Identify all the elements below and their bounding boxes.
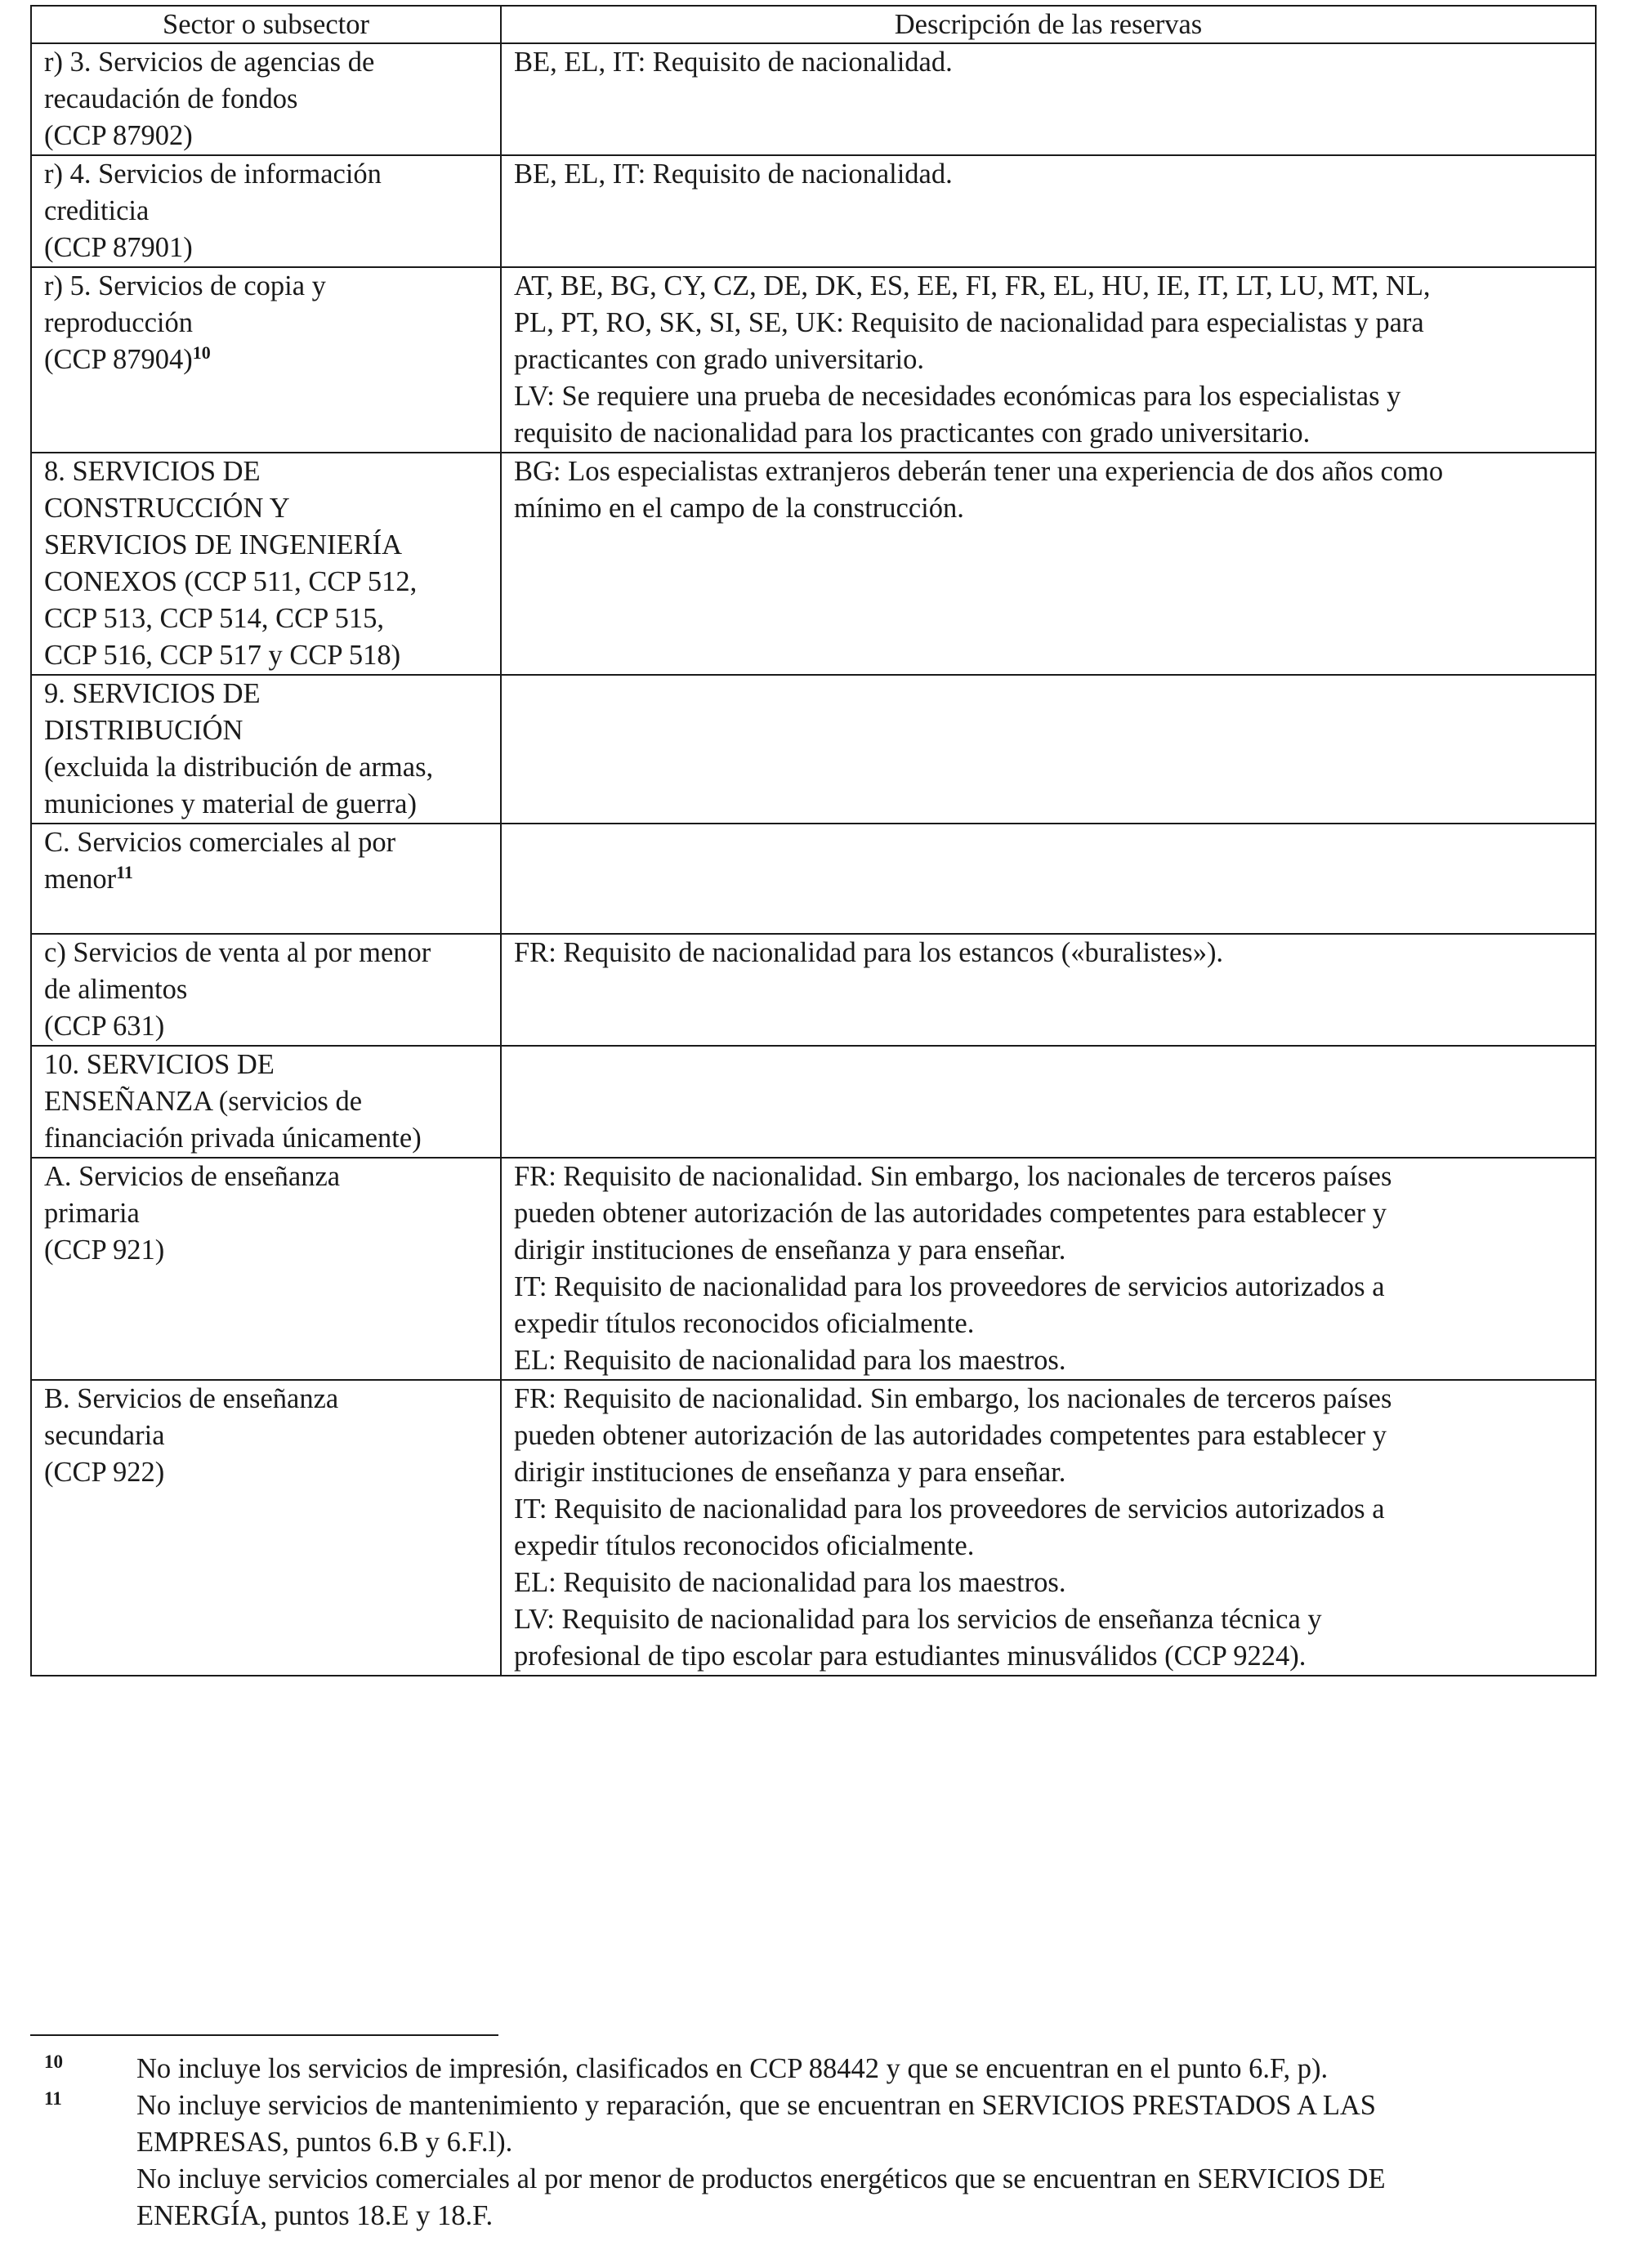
- descripcion-cell: [501, 1046, 1596, 1158]
- sector-text: 9. SERVICIOS DE DISTRIBUCIÓN (excluida la distribución de armas, municiones y material de guerra): [44, 678, 434, 819]
- sector-text: r) 5. Servicios de copia y reproducción (CCP 87904): [44, 270, 326, 375]
- footnote-separator: [30, 2034, 498, 2036]
- table-row: [31, 43, 1596, 155]
- sector-text: 8. SERVICIOS DE CONSTRUCCIÓN Y SERVICIOS DE INGENIERÍA CONEXOS (CCP 511, CCP 512, CCP 513, CCP 514, CCP 515, CCP 516, CCP 517 y CCP 518): [44, 456, 418, 671]
- table-header-row: [31, 6, 1596, 43]
- table-row: [31, 1046, 1596, 1158]
- sector-cell: [31, 43, 501, 155]
- sector-cell: [31, 824, 501, 934]
- descripcion-cell: FR: Requisito de nacionalidad. Sin embargo, los nacionales de terceros países pueden obtener autorización de las autoridades competentes para establecer y dirigir instituciones de enseñanza y para enseñar. IT: Requisito de nacionalidad para los proveedores de servicios autorizados a expedir títulos reconocidos oficialmente. EL: Requisito de nacionalidad para los maestros. LV: Requisito de nacionalidad para los servicios de enseñanza técnica y profesional de tipo escolar para estudiantes minusválidos (CCP 9224).: [501, 1380, 1596, 1676]
- footnote-number: 10: [44, 2051, 63, 2072]
- table-row: [31, 453, 1596, 675]
- sector-text: B. Servicios de enseñanza secundaria (CCP 922): [44, 1383, 339, 1488]
- table-row: [31, 155, 1596, 267]
- reservations-table: [30, 5, 1597, 1676]
- sector-cell: [31, 1046, 501, 1158]
- sector-cell: [31, 1380, 501, 1676]
- descripcion-cell: [501, 675, 1596, 824]
- table-row: [31, 675, 1596, 824]
- descripcion-cell: FR: Requisito de nacionalidad para los estancos («buralistes»).: [501, 934, 1596, 1046]
- sector-cell: [31, 675, 501, 824]
- footnote-ref: 11: [116, 862, 133, 882]
- descripcion-cell: [501, 824, 1596, 934]
- descripcion-cell: BE, EL, IT: Requisito de nacionalidad.: [501, 43, 1596, 155]
- sector-cell: [31, 453, 501, 675]
- table-row: [31, 1380, 1596, 1676]
- sector-text: A. Servicios de enseñanza primaria (CCP 921): [44, 1161, 341, 1266]
- table-row: [31, 824, 1596, 934]
- footnote-11: [30, 2087, 1595, 2235]
- header-descripcion: Descripción de las reservas: [501, 6, 1596, 43]
- footnote-number: 11: [44, 2088, 62, 2109]
- footnote-text: No incluye los servicios de impresión, clasificados en CCP 88442 y que se encuentran en el punto 6.F, p).: [136, 2053, 1329, 2084]
- footnote-ref: 10: [192, 342, 211, 363]
- descripcion-cell: AT, BE, BG, CY, CZ, DE, DK, ES, EE, FI, FR, EL, HU, IE, IT, LT, LU, MT, NL, PL, PT, RO, SK, SI, SE, UK: Requisito de nacionalidad para especialistas y para practicantes con grado universitario. LV: Se requiere una prueba de necesidades económicas para los especialistas y requisito de nacionalidad para los practicantes con grado universitario.: [501, 267, 1596, 453]
- footnote-10: [30, 2051, 1595, 2087]
- table-row: [31, 267, 1596, 453]
- sector-cell: [31, 155, 501, 267]
- descripcion-cell: BG: Los especialistas extranjeros deberán tener una experiencia de dos años como mínimo en el campo de la construcción.: [501, 453, 1596, 675]
- footnote-text: No incluye servicios de mantenimiento y reparación, que se encuentran en SERVICIOS PRESTADOS A LAS EMPRESAS, puntos 6.B y 6.F.l). No incluye servicios comerciales al por menor de productos energéticos que se encuentran en SERVICIOS DE ENERGÍA, puntos 18.E y 18.F.: [136, 2090, 1386, 2231]
- footnotes: [30, 2051, 1595, 2235]
- table-row: [31, 934, 1596, 1046]
- descripcion-cell: BE, EL, IT: Requisito de nacionalidad.: [501, 155, 1596, 267]
- sector-text: 10. SERVICIOS DE ENSEÑANZA (servicios de financiación privada únicamente): [44, 1049, 422, 1154]
- descripcion-cell: FR: Requisito de nacionalidad. Sin embargo, los nacionales de terceros países pueden obtener autorización de las autoridades competentes para establecer y dirigir instituciones de enseñanza y para enseñar. IT: Requisito de nacionalidad para los proveedores de servicios autorizados a expedir títulos reconocidos oficialmente. EL: Requisito de nacionalidad para los maestros.: [501, 1158, 1596, 1380]
- table-row: [31, 1158, 1596, 1380]
- sector-text: C. Servicios comerciales al por menor: [44, 827, 396, 895]
- sector-cell: [31, 1158, 501, 1380]
- sector-cell: [31, 267, 501, 453]
- sector-text: c) Servicios de venta al por menor de alimentos (CCP 631): [44, 937, 431, 1042]
- sector-cell: [31, 934, 501, 1046]
- header-sector: Sector o subsector: [31, 6, 501, 43]
- sector-text: r) 3. Servicios de agencias de recaudación de fondos (CCP 87902): [44, 47, 375, 151]
- sector-text: r) 4. Servicios de información crediticia (CCP 87901): [44, 158, 382, 263]
